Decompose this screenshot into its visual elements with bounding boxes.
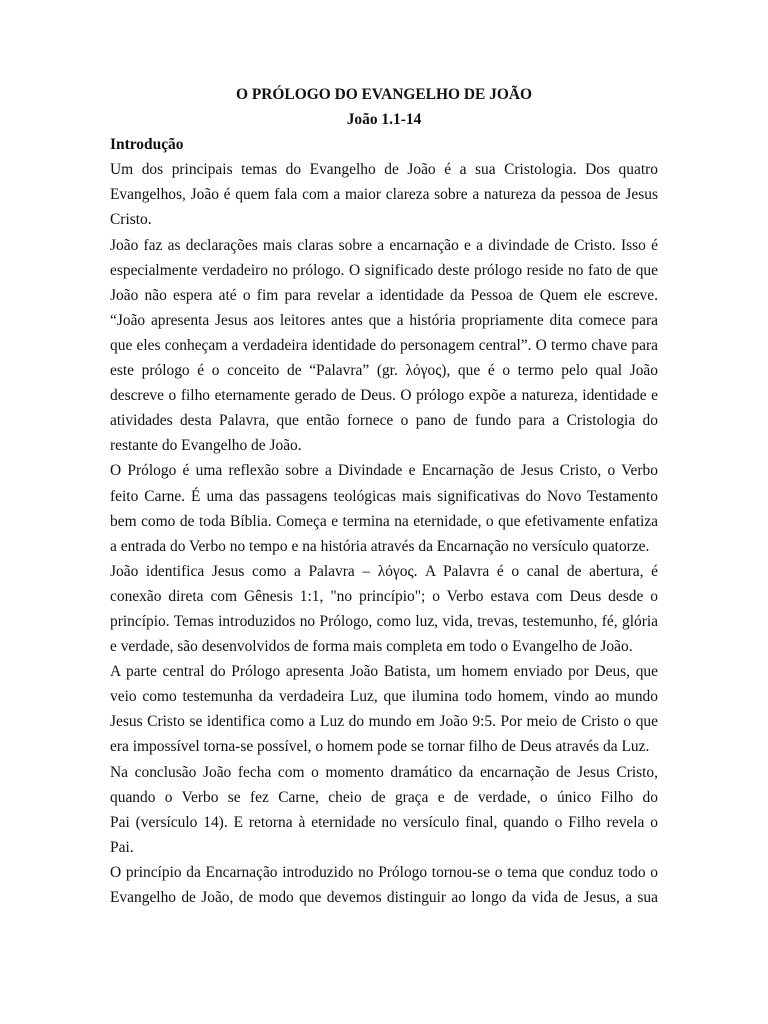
document-title: O PRÓLOGO DO EVANGELHO DE JOÃO (235, 86, 533, 103)
paragraph (110, 233, 658, 459)
text-line: Pai. (110, 838, 134, 856)
text-line: O Prólogo é uma reflexão sobre a Divindade e Encarnação de Jesus Cristo, o Verbo (110, 462, 658, 480)
text-line: Cristo. (110, 211, 152, 229)
paragraph (110, 760, 658, 860)
text-line: João não espera até o fim para revelar a identidade da Pessoa de Quem ele escreve. (110, 286, 658, 304)
text-line: Evangelho de João, de modo que devemos distinguir ao longo da vida de Jesus, a sua (110, 889, 658, 906)
text-line: Evangelhos, João é quem fala com a maior clareza sobre a natureza da pessoa de Jesus (110, 186, 658, 204)
text-line: especialmente verdadeiro no prólogo. O significado deste prólogo reside no fato de que (110, 261, 658, 279)
document-page (110, 82, 658, 910)
paragraph (110, 559, 658, 659)
text-line: Um dos principais temas do Evangelho de João é a sua Cristologia. Dos quatro (110, 161, 658, 179)
text-line: quando o Verbo se fez Carne, cheio de graça e de verdade, o único Filho do (110, 788, 658, 806)
text-line: descreve o filho eternamente gerado de Deus. O prólogo expõe a natureza, identidade e (110, 387, 658, 405)
text-line: João faz as declarações mais claras sobre a encarnação e a divindade de Cristo. Isso é (110, 236, 658, 254)
text-line: Jesus Cristo se identifica como a Luz do mundo em João 9:5. Por meio de Cristo o que (110, 713, 658, 731)
text-line: Na conclusão João fecha com o momento dramático da encarnação de Jesus Cristo, (110, 763, 658, 781)
text-line: que eles conheçam a verdadeira identidade do personagem central”. O termo chave para (110, 336, 658, 354)
text-line: “João apresenta Jesus aos leitores antes que a história propriamente dita comece para (110, 311, 658, 329)
section-heading: Introdução (110, 136, 184, 154)
text-line: bem como de toda Bíblia. Começa e termina na eternidade, o que efetivamente enfatiza (110, 512, 658, 530)
text-line: atividades desta Palavra, que então fornece o pano de fundo para a Cristologia do (110, 412, 658, 430)
text-line: conexão direta com Gênesis 1:1, "no princípio"; o Verbo estava com Deus desde o (110, 587, 658, 605)
text-line: a entrada do Verbo no tempo e na história através da Encarnação no versículo quatorze. (110, 537, 650, 555)
paragraph (110, 458, 658, 558)
text-line: veio como testemunha da verdadeira Luz, que ilumina todo homem, vindo ao mundo (110, 688, 658, 706)
text-line: este prólogo é o conceito de “Palavra” (gr. λόγος), que é o termo pelo qual João (110, 362, 658, 380)
text-line: Pai (versículo 14). E retorna à eternidade no versículo final, quando o Filho revela o (110, 813, 658, 831)
text-line: A parte central do Prólogo apresenta João Batista, um homem enviado por Deus, que (110, 663, 658, 681)
paragraph (110, 157, 658, 232)
text-line: era impossível torna-se possível, o homem pode se tornar filho de Deus através da Luz. (110, 738, 650, 756)
document-subtitle: João 1.1-14 (346, 111, 422, 129)
text-line: princípio. Temas introduzidos no Prólogo, como luz, vida, trevas, testemunho, fé, glória (110, 612, 658, 630)
text-line: O princípio da Encarnação introduzido no Prólogo tornou-se o tema que conduz todo o (110, 863, 658, 881)
text-line: e verdade, são desenvolvidos de forma mais completa em todo o Evangelho de João. (110, 638, 633, 656)
text-line: feito Carne. É uma das passagens teológicas mais significativas do Novo Testamento (110, 487, 658, 505)
text-line: restante do Evangelho de João. (110, 437, 302, 455)
paragraph (110, 860, 658, 910)
text-line: João identifica Jesus como a Palavra – λόγος. A Palavra é o canal de abertura, é (110, 562, 658, 580)
paragraph (110, 659, 658, 759)
